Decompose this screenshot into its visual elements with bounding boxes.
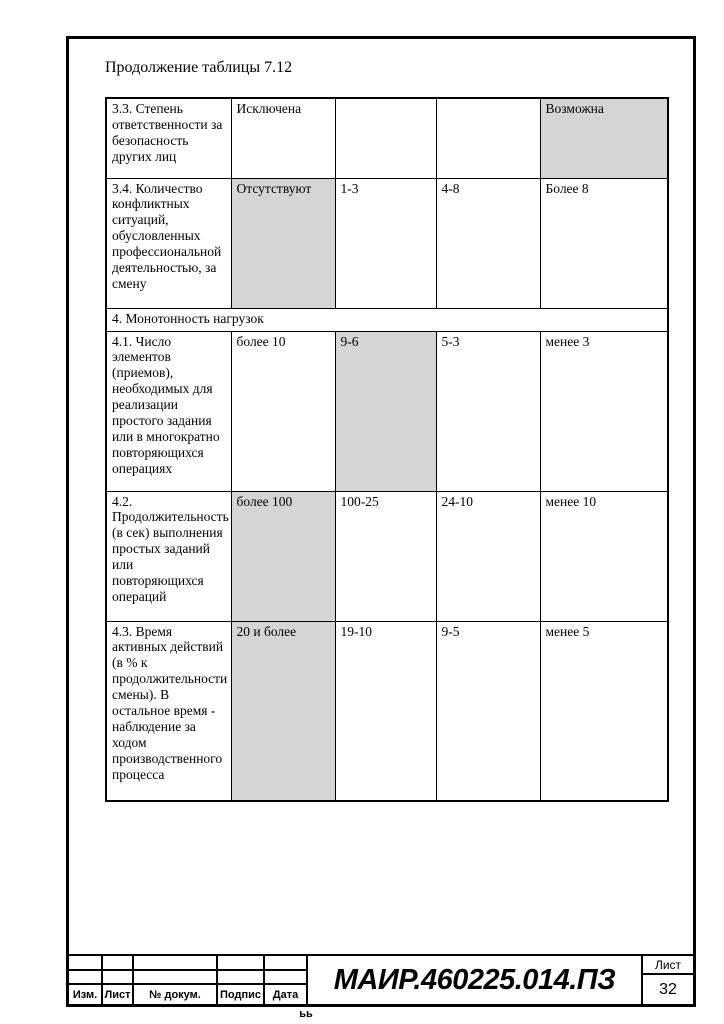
label-podpis: Подпис (218, 985, 265, 1004)
revision-grid (69, 956, 308, 1004)
podpis-overflow-text: ьь (299, 1008, 313, 1020)
class-cell: 100-25 (335, 491, 436, 621)
title-block (69, 954, 693, 1004)
class-cell: 24-10 (436, 491, 540, 621)
revision-grid-cell (134, 956, 218, 971)
class-cell: Исключена (231, 98, 335, 178)
sheet-box (643, 956, 693, 1004)
label-dokum: № докум. (134, 985, 218, 1004)
class-cell: менее 10 (540, 491, 668, 621)
drawing-frame (66, 36, 696, 1007)
class-cell: 19-10 (335, 621, 436, 801)
class-cell-shaded: Отсутствуют (231, 178, 335, 308)
label-izm: Изм. (69, 985, 103, 1004)
revision-grid-cell (265, 971, 308, 985)
revision-grid-cell (218, 956, 265, 971)
revision-grid-cell (69, 971, 103, 985)
section-row (106, 308, 668, 331)
criteria-cell: 4.2. Продолжительность (в сек) выполнения простых заданий или повторяющихся операций (106, 491, 231, 621)
revision-grid-cell (265, 956, 308, 971)
criteria-cell: 4.3. Время активных действий (в % к продолжительности смены). В остальное время - наблюдение за ходом производственного процесса (106, 621, 231, 801)
table-continuation-title: Продолжение таблицы 7.12 (105, 59, 293, 76)
class-cell: менее 5 (540, 621, 668, 801)
class-cell (436, 98, 540, 178)
class-cell: менее 3 (540, 331, 668, 491)
revision-grid-cell (103, 971, 134, 985)
class-cell: 1-3 (335, 178, 436, 308)
sheet-number: 32 (659, 980, 677, 998)
table-row (106, 178, 668, 308)
class-cell: 5-3 (436, 331, 540, 491)
table-row (106, 331, 668, 491)
criteria-cell: 3.4. Количество конфликтных ситуаций, обусловленных профессиональной деятельностью, за смену (106, 178, 231, 308)
revision-grid-cell (69, 956, 103, 971)
class-cell (335, 98, 436, 178)
class-cell-shaded: Возможна (540, 98, 668, 178)
label-data: Дата (265, 985, 308, 1004)
class-cell: 9-5 (436, 621, 540, 801)
revision-grid-cell (134, 971, 218, 985)
sheet-label: Лист (643, 956, 693, 975)
class-cell-shaded: 20 и более (231, 621, 335, 801)
label-list: Лист (103, 985, 134, 1004)
work-conditions-table (105, 97, 669, 802)
document-code: МАИР.460225.014.ПЗ (308, 956, 643, 1004)
class-cell: 4-8 (436, 178, 540, 308)
table-row (106, 491, 668, 621)
class-cell: более 10 (231, 331, 335, 491)
table-row (106, 98, 668, 178)
revision-grid-cell (218, 971, 265, 985)
class-cell-shaded: 9-6 (335, 331, 436, 491)
section-cell: 4. Монотонность нагрузок (106, 308, 668, 331)
table-row (106, 621, 668, 801)
class-cell: Более 8 (540, 178, 668, 308)
criteria-cell: 3.3. Степень ответственности за безопасность других лиц (106, 98, 231, 178)
revision-grid-cell (103, 956, 134, 971)
criteria-cell: 4.1. Число элементов (приемов), необходимых для реализации простого задания или в многократно повторяющихся операциях (106, 331, 231, 491)
class-cell-shaded: более 100 (231, 491, 335, 621)
